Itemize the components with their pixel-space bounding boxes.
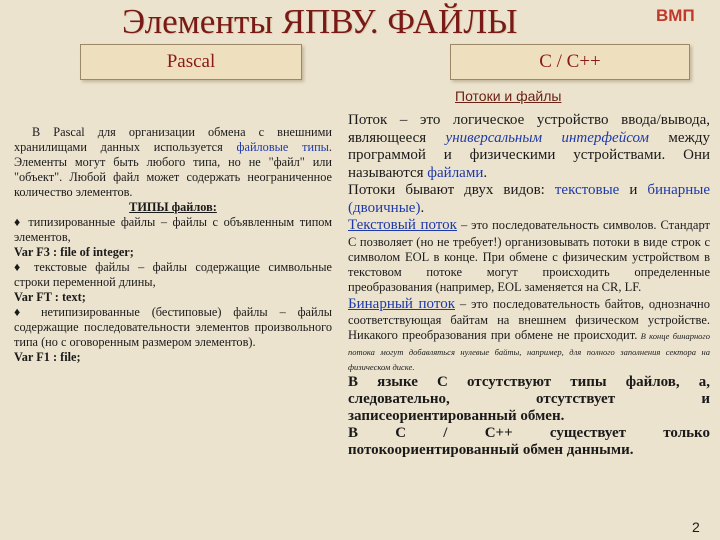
untyped-files-item: ♦ нетипизированные (бестиповые) файлы – файлы содержащие последовательности элементов произвольного типа (но с оговоренным размером элементов). — [14, 305, 332, 349]
binary-stream-body: – это последовательность байтов, однозначно соответствующая байтам на внешнем физическом устройстве. Никакого преобразования при обмене не происходит. — [348, 296, 710, 343]
slide-title: Элементы ЯПВУ. ФАЙЛЫ — [122, 2, 518, 41]
pascal-intro-text-a: В Pascal для организации обмена с внешними хранилищами данных используется — [14, 125, 332, 154]
text-stream-desc — [348, 217, 710, 296]
text-kind-term: текстовые — [554, 182, 620, 198]
pascal-intro — [14, 125, 332, 200]
universal-interface-term: универсальным интерфейсом — [445, 129, 649, 146]
c-header-label: C / C++ — [539, 51, 601, 72]
pascal-intro-text-b: . Элементы могут быть любого типа, но не "файл" или "объект". Любой файл может содержать неограниченное количество элементов. — [14, 140, 332, 199]
c-header — [450, 44, 690, 80]
stream-kinds-text: Потоки бывают двух видов: — [348, 182, 555, 198]
text-files-item: ♦ текстовые файлы – файлы содержащие символьные строки переменной длины, — [14, 260, 332, 289]
file-types-highlight: файловые типы — [236, 140, 329, 154]
typed-files-item: ♦ типизированные файлы – файлы с объявленным типом элементов, — [14, 215, 332, 244]
text-files-code: Var FT : text; — [14, 290, 86, 304]
stream-only-note: В С / С++ существует только потокоориентированный обмен данными. — [348, 425, 710, 459]
typed-files-code: Var F3 : file of integer; — [14, 245, 134, 259]
untyped-files-code: Var F1 : file; — [14, 350, 81, 364]
stream-kinds-end: . — [420, 199, 425, 216]
stream-definition-text-a: Поток – это логическое устройство ввода/вывода, являющееся — [348, 112, 710, 146]
stream-definition — [348, 112, 710, 182]
stream-definition-text-b: между программой и физическими устройствами. Они называются — [348, 129, 710, 181]
c-column — [348, 112, 710, 459]
stream-kinds — [348, 182, 710, 217]
binary-stream-desc — [348, 296, 710, 375]
stream-kinds-mid: и — [619, 182, 648, 198]
streams-subheading: Потоки и файлы — [455, 88, 562, 104]
binary-stream-note: В конце бинарного потока могут добавляться нулевые байты, например, для полного заполнения сектора на физическом диске. — [348, 331, 710, 373]
pascal-header-label: Pascal — [166, 51, 216, 72]
pascal-header — [80, 44, 302, 80]
page-number: 2 — [692, 519, 700, 535]
binary-stream-term: Бинарный поток — [348, 295, 455, 312]
files-term: файлами — [427, 164, 484, 181]
no-file-types-note: В языке С отсутствуют типы файлов, а, следовательно, отсутствует и записеориентированный обмен. — [348, 374, 710, 425]
vmp-badge: ВМП — [656, 6, 695, 25]
text-stream-term: Текстовый поток — [348, 217, 457, 233]
pascal-column — [14, 125, 332, 365]
binary-kind-term: бинарные (двоичные) — [348, 182, 710, 216]
file-types-title: ТИПЫ файлов: — [129, 200, 217, 214]
stream-definition-end: . — [483, 164, 488, 181]
text-stream-body: – это последовательность символов. Стандарт С позволяет (но не требует!) организовывать потоки в виде строк с символом EOL в конце. При обмене с физическим устройством в текстовом потоке могут происходить определенные преобразования (например, EOL заменяется на CR, LF. — [348, 218, 710, 295]
